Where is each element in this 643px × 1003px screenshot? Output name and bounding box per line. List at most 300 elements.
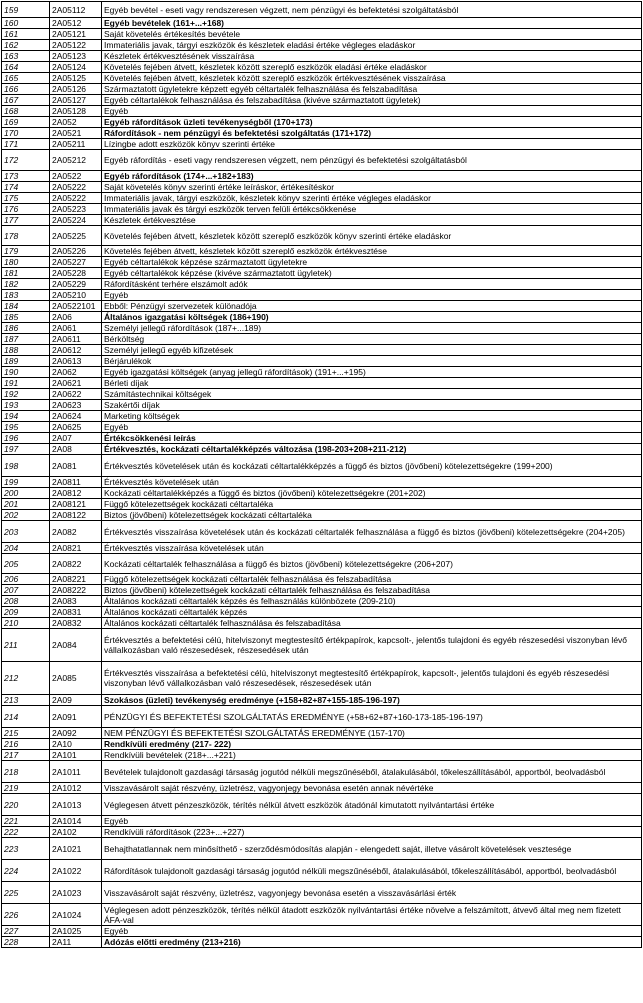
row-code — [50, 40, 102, 51]
row-description-text: Bérjárulékok — [104, 356, 152, 366]
row-code — [50, 204, 102, 215]
row-number — [2, 521, 50, 543]
row-description-text: Rendkívüli ráfordítások (223+...+227) — [104, 827, 245, 837]
row-number — [2, 95, 50, 106]
row-number — [2, 904, 50, 926]
table-row — [2, 618, 642, 629]
row-number-text: 179 — [4, 246, 19, 256]
row-code — [50, 444, 102, 455]
row-number — [2, 543, 50, 554]
table-row — [2, 73, 642, 84]
row-code — [50, 290, 102, 301]
row-number — [2, 574, 50, 585]
row-description-text: Ráfordítások tulajdonolt gazdasági társaság jogutód nélküli megszűnéséből, átalakulásából, tőkeleszállításából, apportból, beolvadásból — [104, 865, 617, 876]
row-description — [102, 356, 642, 367]
row-description — [102, 937, 642, 948]
row-code — [50, 95, 102, 106]
row-number-text: 196 — [4, 433, 19, 443]
row-number — [2, 345, 50, 356]
row-code — [50, 411, 102, 422]
row-number — [2, 106, 50, 117]
row-description — [102, 783, 642, 794]
row-description — [102, 171, 642, 182]
row-description-text: Egyéb — [104, 106, 129, 116]
row-description — [102, 728, 642, 739]
row-code-text: 2A1023 — [52, 887, 82, 898]
row-code — [50, 794, 102, 816]
row-code-text: 2A05123 — [52, 51, 87, 61]
row-code-text: 2A05126 — [52, 84, 87, 94]
row-code-text: 2A05128 — [52, 106, 87, 116]
row-number-text: 175 — [4, 193, 19, 203]
table-row — [2, 356, 642, 367]
row-number-text: 168 — [4, 106, 19, 116]
row-number-text: 223 — [4, 843, 19, 854]
row-number — [2, 356, 50, 367]
row-description — [102, 378, 642, 389]
row-code — [50, 937, 102, 948]
row-number-text: 217 — [4, 750, 19, 760]
row-description — [102, 312, 642, 323]
row-description-text: Követelés fejében átvett, készletek között szereplő eszközök eladási értéke eladáskor — [104, 62, 427, 72]
row-number-text: 191 — [4, 378, 19, 388]
row-number-text: 204 — [4, 543, 19, 553]
row-number-text: 216 — [4, 739, 19, 749]
row-description-text: Értékvesztés, kockázati céltartalékképzés változása (198-203+208+211-212) — [104, 444, 407, 454]
row-description — [102, 128, 642, 139]
row-number — [2, 444, 50, 455]
table-row — [2, 62, 642, 73]
row-number-text: 188 — [4, 345, 19, 355]
row-code — [50, 62, 102, 73]
row-description — [102, 596, 642, 607]
table-row — [2, 389, 642, 400]
table-row — [2, 433, 642, 444]
row-description-text: Bérköltség — [104, 334, 145, 344]
row-code-text: 2A084 — [52, 640, 77, 650]
row-number-text: 170 — [4, 128, 19, 138]
row-description-text: Immateriális javak és tárgyi eszközök terven felüli értékcsökkenése — [104, 204, 357, 214]
row-description — [102, 40, 642, 51]
table-row — [2, 499, 642, 510]
row-code-text: 2A0521 — [52, 128, 82, 138]
table-row — [2, 750, 642, 761]
table-row — [2, 882, 642, 904]
row-description — [102, 345, 642, 356]
row-description-text: Értékvesztés visszaírása követelések után — [104, 543, 264, 553]
row-number — [2, 499, 50, 510]
row-number-text: 219 — [4, 783, 19, 793]
row-code-text: 2A0625 — [52, 422, 82, 432]
row-number — [2, 389, 50, 400]
row-code — [50, 226, 102, 246]
row-code-text: 2A05222 — [52, 193, 87, 203]
row-code — [50, 301, 102, 312]
row-number-text: 227 — [4, 926, 19, 936]
row-description-text: Értékcsökkenési leírás — [104, 433, 196, 443]
row-number-text: 164 — [4, 62, 19, 72]
row-number — [2, 62, 50, 73]
table-row — [2, 926, 642, 937]
row-code — [50, 926, 102, 937]
row-code — [50, 106, 102, 117]
row-description — [102, 411, 642, 422]
row-number — [2, 629, 50, 662]
row-code — [50, 904, 102, 926]
row-number-text: 190 — [4, 367, 19, 377]
row-number — [2, 662, 50, 695]
row-description — [102, 488, 642, 499]
row-code — [50, 422, 102, 433]
row-code — [50, 499, 102, 510]
row-number — [2, 838, 50, 860]
row-number — [2, 204, 50, 215]
row-number-text: 186 — [4, 323, 19, 333]
row-code — [50, 268, 102, 279]
row-description — [102, 84, 642, 95]
row-number-text: 202 — [4, 510, 19, 520]
row-number-text: 199 — [4, 477, 19, 487]
row-description-text: Egyéb — [104, 422, 129, 432]
row-code — [50, 706, 102, 728]
row-number-text: 206 — [4, 574, 19, 584]
table-row — [2, 150, 642, 171]
table-row — [2, 40, 642, 51]
row-description — [102, 706, 642, 728]
row-number — [2, 246, 50, 257]
table-row — [2, 543, 642, 554]
row-number — [2, 455, 50, 477]
row-description — [102, 574, 642, 585]
row-code — [50, 279, 102, 290]
row-description-text: Általános igazgatási költségek (186+190) — [104, 312, 269, 322]
row-description-text: Ráfordítások - nem pénzügyi és befektetési szolgáltatás (171+172) — [104, 128, 372, 138]
table-row — [2, 662, 642, 695]
row-description — [102, 607, 642, 618]
row-description — [102, 367, 642, 378]
row-number-text: 194 — [4, 411, 19, 421]
row-description — [102, 695, 642, 706]
row-code-text: 2A08121 — [52, 499, 87, 509]
row-number-text: 220 — [4, 799, 19, 810]
row-description — [102, 51, 642, 62]
row-description-text: Értékvesztés a befektetési célú, hitelviszonyt megtestesítő értékpapírok, kapcsolt-, jelentős tulajdoni és egyéb részesedési viszonyban lévő vállalkozásban való részesedések, részesedések után — [104, 635, 628, 655]
row-number-text: 169 — [4, 117, 19, 127]
row-description-text: Személyi jellegű egyéb kifizetések — [104, 345, 233, 355]
row-description — [102, 904, 642, 926]
row-description — [102, 433, 642, 444]
row-description-text: Egyéb — [104, 926, 129, 936]
row-code — [50, 117, 102, 128]
row-code-text: 2A08222 — [52, 585, 87, 595]
row-number-text: 209 — [4, 607, 19, 617]
row-number — [2, 783, 50, 794]
table-row — [2, 215, 642, 226]
row-description — [102, 521, 642, 543]
row-code — [50, 356, 102, 367]
row-description-text: Egyéb céltartalékok felhasználása és felszabadítása (kivéve származtatott ügyletek) — [104, 95, 421, 105]
row-code-text: 2A092 — [52, 728, 77, 738]
row-description-text: Szakértői díjak — [104, 400, 160, 410]
row-code-text: 2A082 — [52, 526, 77, 537]
row-description — [102, 323, 642, 334]
row-description-text: Bérleti díjak — [104, 378, 149, 388]
row-number — [2, 171, 50, 182]
row-number — [2, 2, 50, 18]
row-code — [50, 334, 102, 345]
row-number-text: 225 — [4, 887, 19, 898]
row-number-text: 224 — [4, 865, 19, 876]
row-description-text: Szokásos (üzleti) tevékenység eredménye (+158+82+87+155-185-196-197) — [104, 695, 400, 705]
row-description — [102, 860, 642, 882]
row-code — [50, 2, 102, 18]
row-code-text: 2A1025 — [52, 926, 82, 936]
row-code-text: 2A05124 — [52, 62, 87, 72]
row-description-text: Egyéb ráfordítások (174+...+182+183) — [104, 171, 254, 181]
table-row — [2, 182, 642, 193]
table-row — [2, 106, 642, 117]
table-row — [2, 204, 642, 215]
row-code-text: 2A0522 — [52, 171, 82, 181]
row-description — [102, 629, 642, 662]
row-code-text: 2A05210 — [52, 290, 87, 300]
row-description-text: Követelés fejében átvett, készletek között szereplő eszközök könyv szerinti értéke eladáskor — [104, 230, 452, 241]
row-code-text: 2A0621 — [52, 378, 82, 388]
row-description — [102, 2, 642, 18]
row-description-text: Általános kockázati céltartalék felhasználása és felszabadítása — [104, 618, 341, 628]
table-row — [2, 783, 642, 794]
row-number — [2, 585, 50, 596]
row-number — [2, 334, 50, 345]
row-number — [2, 607, 50, 618]
row-description — [102, 554, 642, 574]
row-description — [102, 455, 642, 477]
table-row — [2, 139, 642, 150]
row-description-text: Értékvesztés követelések után és kockázati céltartalékképzés a függő és biztos (jövőbeni) kötelezettségekre (199+200) — [104, 460, 553, 471]
row-code — [50, 128, 102, 139]
row-description — [102, 301, 642, 312]
row-code — [50, 510, 102, 521]
table-row — [2, 334, 642, 345]
row-number-text: 195 — [4, 422, 19, 432]
row-description-text: Immateriális javak, tárgyi eszközök és készletek eladási értéke végleges eladáskor — [104, 40, 416, 50]
row-description-text: Értékvesztés követelések után — [104, 477, 219, 487]
row-number — [2, 18, 50, 29]
table-row — [2, 95, 642, 106]
row-number — [2, 193, 50, 204]
row-code — [50, 345, 102, 356]
table-row — [2, 706, 642, 728]
row-description-text: Saját követelés könyv szerinti értéke leíráskor, értékesítéskor — [104, 182, 335, 192]
row-number-text: 208 — [4, 596, 19, 606]
row-description — [102, 477, 642, 488]
row-code — [50, 761, 102, 783]
row-number — [2, 279, 50, 290]
row-description — [102, 499, 642, 510]
row-code-text: 2A0612 — [52, 345, 82, 355]
row-description — [102, 389, 642, 400]
row-number-text: 222 — [4, 827, 19, 837]
row-number — [2, 860, 50, 882]
row-description-text: Saját követelés értékesítés bevétele — [104, 29, 241, 39]
table-row — [2, 596, 642, 607]
row-number-text: 171 — [4, 139, 19, 149]
table-row — [2, 246, 642, 257]
row-number — [2, 882, 50, 904]
row-description-text: Egyéb bevételek (161+...+168) — [104, 18, 225, 28]
row-number — [2, 477, 50, 488]
row-number — [2, 422, 50, 433]
row-number — [2, 117, 50, 128]
row-number-text: 205 — [4, 558, 19, 569]
row-code-text: 2A085 — [52, 673, 77, 683]
row-description — [102, 73, 642, 84]
row-code-text: 2A05228 — [52, 268, 87, 278]
row-description — [102, 18, 642, 29]
row-description-text: Visszavásárolt saját részvény, üzletrész, vagyonjegy bevonása esetén a visszavásárlási érték — [104, 887, 457, 898]
table-row — [2, 117, 642, 128]
table-row — [2, 444, 642, 455]
row-description — [102, 193, 642, 204]
row-code-text: 2A0832 — [52, 618, 82, 628]
row-code — [50, 246, 102, 257]
row-description — [102, 106, 642, 117]
table-row — [2, 345, 642, 356]
row-description — [102, 215, 642, 226]
row-description-text: Egyéb ráfordítások üzleti tevékenységből (170+173) — [104, 117, 313, 127]
row-number-text: 178 — [4, 230, 19, 241]
row-number — [2, 40, 50, 51]
row-code — [50, 171, 102, 182]
row-number-text: 161 — [4, 29, 19, 39]
row-code-text: 2A1013 — [52, 799, 82, 810]
row-code-text: 2A05223 — [52, 204, 87, 214]
row-description — [102, 739, 642, 750]
row-code-text: 2A081 — [52, 460, 77, 471]
row-number-text: 211 — [4, 640, 18, 650]
row-code-text: 2A05211 — [52, 139, 86, 149]
table-row — [2, 904, 642, 926]
row-code — [50, 378, 102, 389]
row-number-text: 210 — [4, 618, 19, 628]
row-number-text: 207 — [4, 585, 19, 595]
row-number-text: 213 — [4, 695, 19, 705]
row-number-text: 189 — [4, 356, 19, 366]
row-description-text: Egyéb céltartalékok képzése származtatott ügyletekre — [104, 257, 308, 267]
row-code — [50, 554, 102, 574]
row-description — [102, 750, 642, 761]
row-code-text: 2A102 — [52, 827, 77, 837]
row-description — [102, 816, 642, 827]
table-row — [2, 585, 642, 596]
row-description — [102, 334, 642, 345]
row-code — [50, 838, 102, 860]
row-description — [102, 827, 642, 838]
row-description — [102, 139, 642, 150]
table-row — [2, 29, 642, 40]
row-description-text: Visszavásárolt saját részvény, üzletrész, vagyonjegy bevonása esetén annak névértéke — [104, 783, 434, 793]
row-code-text: 2A0831 — [52, 607, 82, 617]
row-number — [2, 596, 50, 607]
row-code — [50, 312, 102, 323]
row-description — [102, 257, 642, 268]
row-number — [2, 73, 50, 84]
row-code — [50, 827, 102, 838]
row-code — [50, 596, 102, 607]
row-description — [102, 182, 642, 193]
row-description-text: NEM PÉNZÜGYI ÉS BEFEKTETÉSI SZOLGÁLTATÁS EREDMÉNYE (157-170) — [104, 728, 405, 738]
row-description — [102, 400, 642, 411]
row-code-text: 2A0522101 — [52, 301, 96, 311]
row-code — [50, 521, 102, 543]
table-row — [2, 400, 642, 411]
row-description-text: Egyéb bevétel - eseti vagy rendszeresen végzett, nem pénzügyi és befektetési szolgáltatásból — [104, 4, 459, 15]
row-description-text: Adózás előtti eredmény (213+216) — [104, 937, 241, 947]
row-description — [102, 62, 642, 73]
table-row — [2, 488, 642, 499]
row-code — [50, 193, 102, 204]
table-row — [2, 695, 642, 706]
row-description-text: Személyi jellegű ráfordítások (187+...189) — [104, 323, 262, 333]
row-code-text: 2A1021 — [52, 843, 82, 854]
table-row — [2, 279, 642, 290]
row-number — [2, 51, 50, 62]
row-code — [50, 389, 102, 400]
row-description-text: Rendkívüli eredmény (217- 222) — [104, 739, 232, 749]
row-number-text: 201 — [4, 499, 19, 509]
row-description-text: Ebből: Pénzügyi szervezetek különadója — [104, 301, 257, 311]
row-code-text: 2A05212 — [52, 155, 87, 165]
row-number — [2, 139, 50, 150]
row-code — [50, 543, 102, 554]
row-number-text: 166 — [4, 84, 19, 94]
row-description — [102, 204, 642, 215]
table-row — [2, 193, 642, 204]
row-code-text: 2A11 — [52, 937, 72, 947]
row-description-text: Általános kockázati céltartalék képzés — [104, 607, 248, 617]
row-code-text: 2A05225 — [52, 230, 87, 241]
row-description-text: Általános kockázati céltartalék képzés és felhasználás különbözete (209-210) — [104, 596, 396, 606]
row-code — [50, 215, 102, 226]
table-row — [2, 312, 642, 323]
table-row — [2, 794, 642, 816]
row-code — [50, 816, 102, 827]
row-number — [2, 182, 50, 193]
row-code-text: 2A09 — [52, 695, 72, 705]
row-code — [50, 618, 102, 629]
table-row — [2, 226, 642, 246]
row-code-text: 2A0623 — [52, 400, 82, 410]
row-description-text: Értékvesztés visszaírása a befektetési célú, hitelviszonyt megtestesítő értékpapírok, kapcsolt-, jelentős tulajdoni és egyéb részesedési viszonyban lévő vállalkozásban való részesedések, részesedések után — [104, 668, 610, 688]
table-row — [2, 607, 642, 618]
row-number-text: 167 — [4, 95, 19, 105]
row-description — [102, 95, 642, 106]
row-code — [50, 739, 102, 750]
row-description-text: Kockázati céltartalékképzés a függő és biztos (jövőbeni) kötelezettségekre (201+202) — [104, 488, 426, 498]
row-code-text: 2A08 — [52, 444, 72, 454]
table-row — [2, 728, 642, 739]
row-number-text: 162 — [4, 40, 19, 50]
row-code-text: 2A08221 — [52, 574, 87, 584]
row-description — [102, 794, 642, 816]
table-row — [2, 323, 642, 334]
row-description — [102, 543, 642, 554]
row-number-text: 184 — [4, 301, 19, 311]
row-code-text: 2A08122 — [52, 510, 87, 520]
row-number-text: 180 — [4, 257, 19, 267]
row-code-text: 2A083 — [52, 596, 77, 606]
row-number — [2, 695, 50, 706]
